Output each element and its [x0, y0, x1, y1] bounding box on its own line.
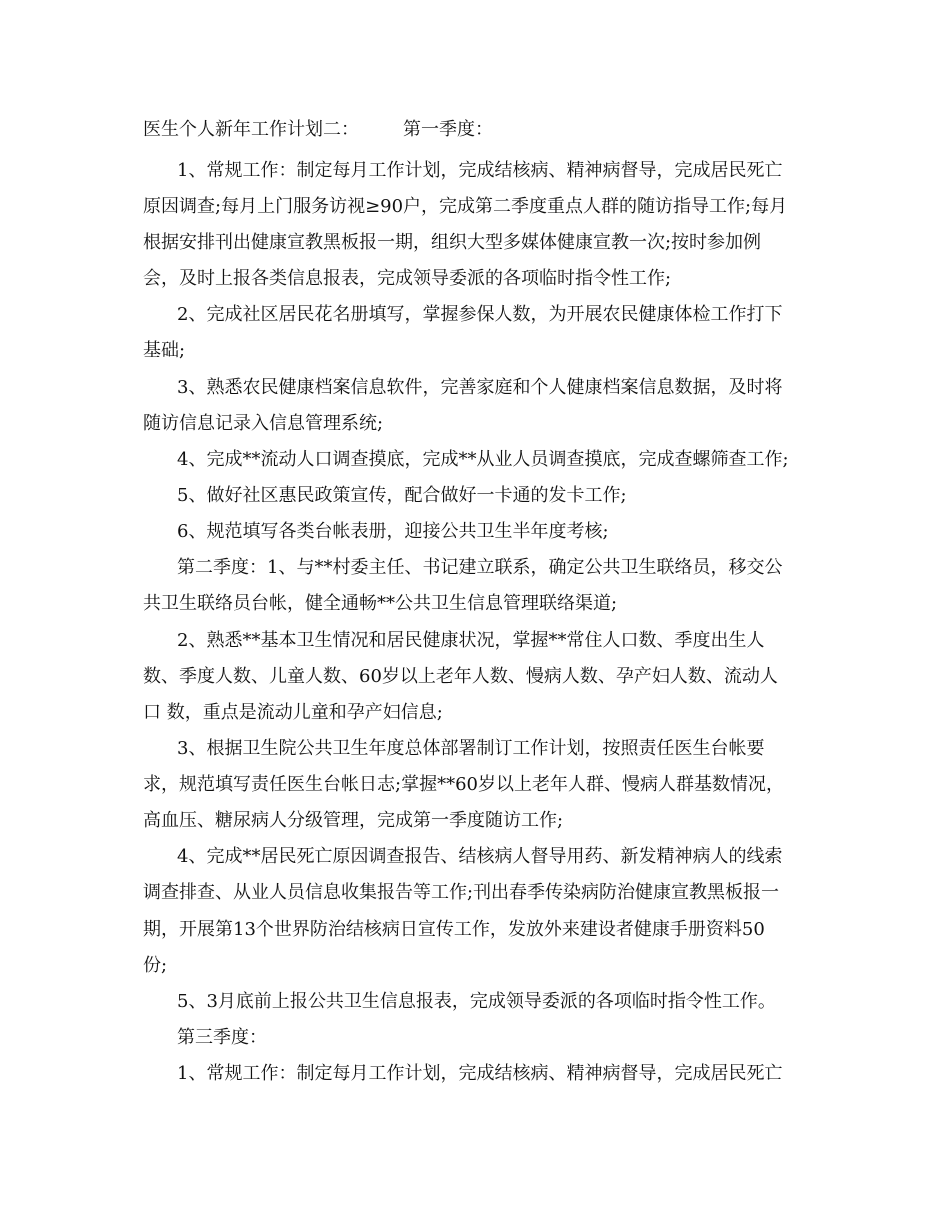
first-quarter-heading: 第一季度： [403, 119, 493, 140]
text-line: 期，开展第13个世界防治结核病日宣传工作，发放外来建设者健康手册资料50 [143, 919, 765, 940]
text-line: 根据安排刊出健康宣教黑板报一期，组织大型多媒体健康宣教一次;按时参加例 [143, 232, 762, 253]
text-line: 高血压、糖尿病人分级管理，完成第一季度随访工作; [143, 810, 564, 831]
text-line: 5、做好社区惠民政策宣传，配合做好一卡通的发卡工作; [177, 485, 627, 506]
text-line: 数、季度人数、儿童人数、60岁以上老年人数、慢病人数、孕产妇人数、流动人 [143, 666, 778, 687]
text-line: 1、常规工作：制定每月工作计划，完成结核病、精神病督导，完成居民死亡 [177, 160, 783, 181]
text-line: 基础; [143, 340, 186, 361]
text-line: 原因调查;每月上门服务访视≥90户，完成第二季度重点人群的随访指导工作;每月 [143, 196, 788, 217]
document-title-line [143, 117, 493, 143]
text-line: 口 数，重点是流动儿童和孕产妇信息; [143, 702, 443, 723]
text-line: 共卫生联络员台帐，健全通畅**公共卫生信息管理联络渠道; [143, 593, 618, 614]
text-line: 随访信息记录入信息管理系统; [143, 413, 384, 434]
section-heading-third-quarter: 第三季度： [177, 1027, 267, 1048]
text-line: 调查排查、从业人员信息收集报告等工作;刊出春季传染病防治健康宣教黑板报一 [143, 882, 780, 903]
section-heading-second-quarter: 第二季度：1、与**村委主任、书记建立联系，确定公共卫生联络员，移交公 [177, 557, 783, 578]
text-line: 2、熟悉**基本卫生情况和居民健康状况，掌握**常住人口数、季度出生人 [177, 630, 765, 651]
text-line: 份; [143, 955, 168, 976]
text-line: 4、完成**流动人口调查摸底，完成**从业人员调查摸底，完成查螺筛查工作; [177, 449, 789, 470]
text-line: 1、常规工作：制定每月工作计划，完成结核病、精神病督导，完成居民死亡 [177, 1063, 783, 1084]
text-line: 2、完成社区居民花名册填写，掌握参保人数，为开展农民健康体检工作打下 [177, 304, 783, 325]
text-line: 3、根据卫生院公共卫生年度总体部署制订工作计划，按照责任医生台帐要 [177, 738, 765, 759]
text-line: 3、熟悉农民健康档案信息软件，完善家庭和个人健康档案信息数据，及时将 [177, 377, 783, 398]
text-line: 5、3月底前上报公共卫生信息报表，完成领导委派的各项临时指令性工作。 [177, 991, 776, 1012]
text-line: 求，规范填写责任医生台帐日志;掌握**60岁以上老年人群、慢病人群基数情况， [143, 774, 784, 795]
text-line: 4、完成**居民死亡原因调查报告、结核病人督导用药、新发精神病人的线索 [177, 846, 783, 867]
text-line: 会，及时上报各类信息报表，完成领导委派的各项临时指令性工作; [143, 268, 672, 289]
document-title: 医生个人新年工作计划二： [143, 119, 359, 140]
text-line: 6、规范填写各类台帐表册，迎接公共卫生半年度考核; [177, 521, 609, 542]
